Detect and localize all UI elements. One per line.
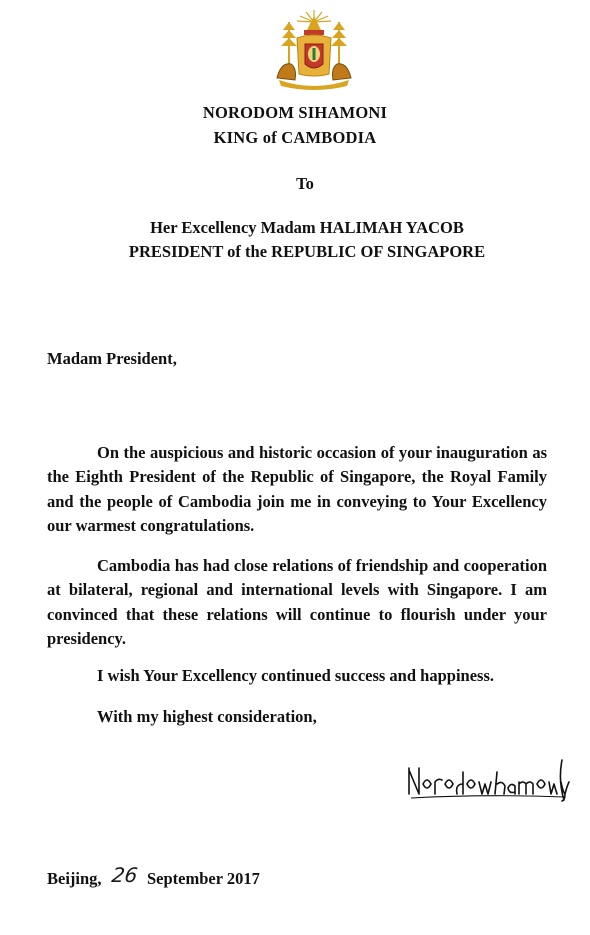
- handwritten-signature: [405, 754, 570, 802]
- closing-line: With my highest consideration,: [97, 707, 317, 726]
- date-place: Beijing,: [47, 869, 102, 888]
- royal-arms-of-cambodia-icon: [269, 8, 359, 92]
- recipient-line-2: PRESIDENT of the REPUBLIC OF SINGAPORE: [128, 242, 486, 261]
- paragraph-2: Cambodia has had close relations of friendship and cooperation at bilateral, regional and international levels with Singapore. I am convinced that these relations will continue to flourish under your presidency.: [47, 556, 547, 648]
- date-month-year: September 2017: [147, 869, 260, 888]
- paragraph-3: I wish Your Excellency continued success and happiness.: [97, 666, 494, 685]
- sender-name: NORODOM SIHAMONI: [202, 103, 388, 122]
- sender-title: KING of CAMBODIA: [213, 128, 377, 147]
- date-day-handwritten: 26: [109, 863, 139, 887]
- date-line: [47, 865, 260, 889]
- salutation: Madam President,: [47, 349, 177, 368]
- recipient-line-1: Her Excellency Madam HALIMAH YACOB: [150, 218, 464, 237]
- to-label: To: [296, 174, 314, 193]
- paragraph-1: On the auspicious and historic occasion of your inauguration as the Eighth President of the Republic of Singapore, the Royal Family and the people of Cambodia join me in conveying to Your Excellency our warmest congratulations.: [47, 443, 547, 535]
